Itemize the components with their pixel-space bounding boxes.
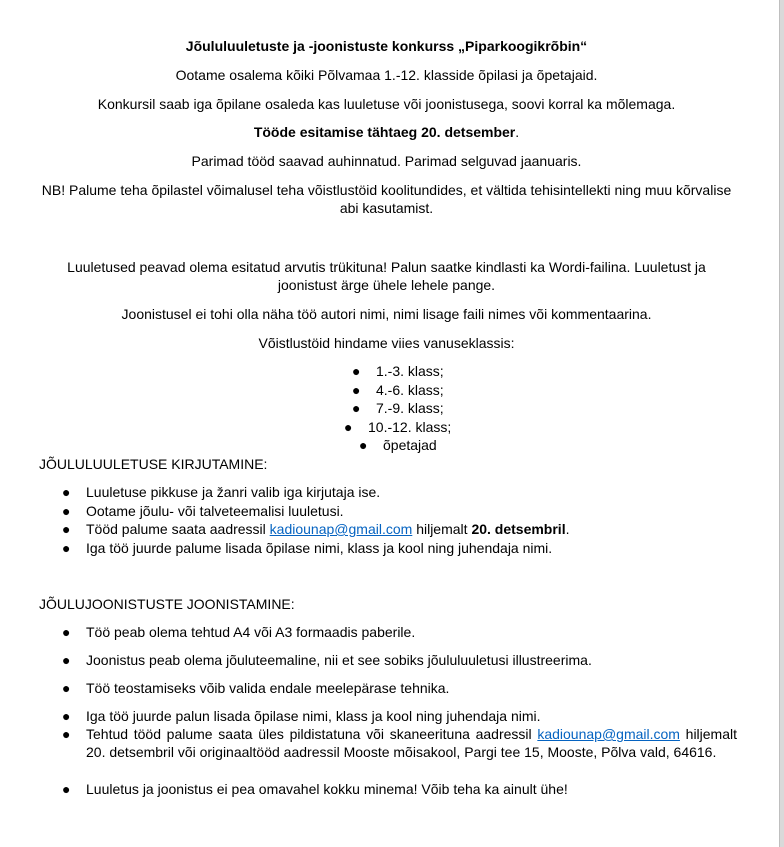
bullet-icon: ● [62, 503, 71, 519]
deadline-period: . [565, 521, 570, 537]
bullet-icon: ● [62, 680, 71, 696]
age-class-label: 10.-12. klass; [368, 419, 452, 435]
upload-instruction: Tehtud tööd palume saata üles pildistatuna või skaneerituna aadressil [86, 726, 532, 742]
list-item-text: Joonistus peab olema jõuluteemaline, nii et see sobiks jõululuuletusi illustreerima. [86, 652, 592, 668]
paragraph-deadline [40, 123, 733, 141]
bullet-icon: ● [62, 726, 71, 742]
list-item-text: Töö peab olema tehtud A4 või A3 formaadis paberile. [86, 624, 416, 640]
list-item [0, 381, 778, 400]
list-item-text: Luuletuse pikkuse ja žanri valib iga kirjutaja ise. [86, 484, 381, 500]
paragraph-poem-format: Luuletused peavad olema esitatud arvutis trükituna! Palun saatke kindlasti ka Wordi-failina. Luuletust ja joonistust ärge ühele lehele pange. [67, 259, 706, 293]
bullet-icon: ● [62, 521, 71, 537]
bullet-icon: ● [352, 382, 361, 398]
bullet-icon: ● [62, 540, 71, 556]
list-item-text [86, 725, 737, 761]
list-item-text: Iga töö juurde palun lisada õpilase nimi, klass ja kool ning juhendaja nimi. [86, 708, 541, 724]
bullet-icon: ● [62, 652, 71, 668]
send-address-text: Tööd palume saata aadressil [86, 521, 266, 537]
deadline-prefix: hiljemalt [416, 521, 468, 537]
list-item-text: Ootame jõulu- või talveteemalisi luuletusi. [86, 503, 344, 519]
list-item [0, 399, 778, 418]
list-item-text: Luuletus ja joonistus ei pea omavahel kokku minema! Võib teha ka ainult ühe! [86, 781, 568, 797]
bullet-icon: ● [359, 437, 368, 453]
email-link[interactable]: kadiounap@gmail.com [537, 726, 680, 742]
age-class-label: 7.-9. klass; [376, 400, 444, 416]
age-class-label: 4.-6. klass; [376, 382, 444, 398]
paragraph-prizes: Parimad tööd saavad auhinnatud. Parimad selguvad jaanuaris. [191, 153, 582, 169]
deadline-period: . [515, 124, 520, 140]
postal-address: hiljemalt 20. detsembril või originaaltööd aadressil Mooste mõisakool, Pargi tee 15, Mooste, Põlva vald, 64616. [86, 726, 738, 760]
paragraph-nb-note: NB! Palume teha õpilastel võimalusel teha võistlustöid koolitundides, et vältida tehisintellekti ning muu kõrvalise abi kasutamist. [41, 182, 732, 216]
list-item-text: Töö teostamiseks võib valida endale meelepärase tehnika. [86, 680, 450, 696]
paragraph-participants: Ootame osalema kõiki Põlvamaa 1.-12. klasside õpilasi ja õpetajaid. [175, 67, 598, 83]
bullet-icon: ● [62, 708, 71, 724]
bullet-icon: ● [344, 419, 353, 435]
bullet-icon: ● [62, 781, 71, 797]
deadline-text: Tööde esitamise tähtaeg 20. detsember [253, 124, 516, 140]
section-heading-drawings: JÕULUJOONISTUSTE JOONISTAMINE: [39, 596, 295, 612]
paragraph-author-name: Joonistusel ei tohi olla näha töö autori nimi, nimi lisage faili nimes või kommentaarina. [121, 306, 652, 322]
paragraph-age-classes: Võistlustöid hindame viies vanuseklassis: [258, 335, 515, 351]
list-item-text: Iga töö juurde palume lisada õpilase nimi, klass ja kool ning juhendaja nimi. [86, 540, 553, 556]
list-item [0, 436, 778, 455]
page-right-edge [780, 0, 784, 847]
age-class-label: õpetajad [383, 437, 437, 453]
document-title: Jõululuuletuste ja -joonistuste konkurss „Piparkoogikrõbin“ [185, 38, 588, 54]
email-link[interactable]: kadiounap@gmail.com [269, 521, 413, 537]
age-class-label: 1.-3. klass; [376, 363, 444, 379]
list-item-text [86, 520, 737, 538]
bullet-icon: ● [62, 624, 71, 640]
deadline-date: 20. detsembril [471, 521, 566, 537]
section-heading-poems: JÕULULUULETUSE KIRJUTAMINE: [39, 456, 268, 472]
bullet-icon: ● [352, 363, 361, 379]
bullet-icon: ● [352, 400, 361, 416]
list-item [0, 418, 778, 437]
paragraph-participation: Konkursil saab iga õpilane osaleda kas luuletuse või joonistusega, soovi korral ka mõlemaga. [97, 96, 676, 112]
list-item [0, 362, 778, 381]
bullet-icon: ● [62, 484, 71, 500]
